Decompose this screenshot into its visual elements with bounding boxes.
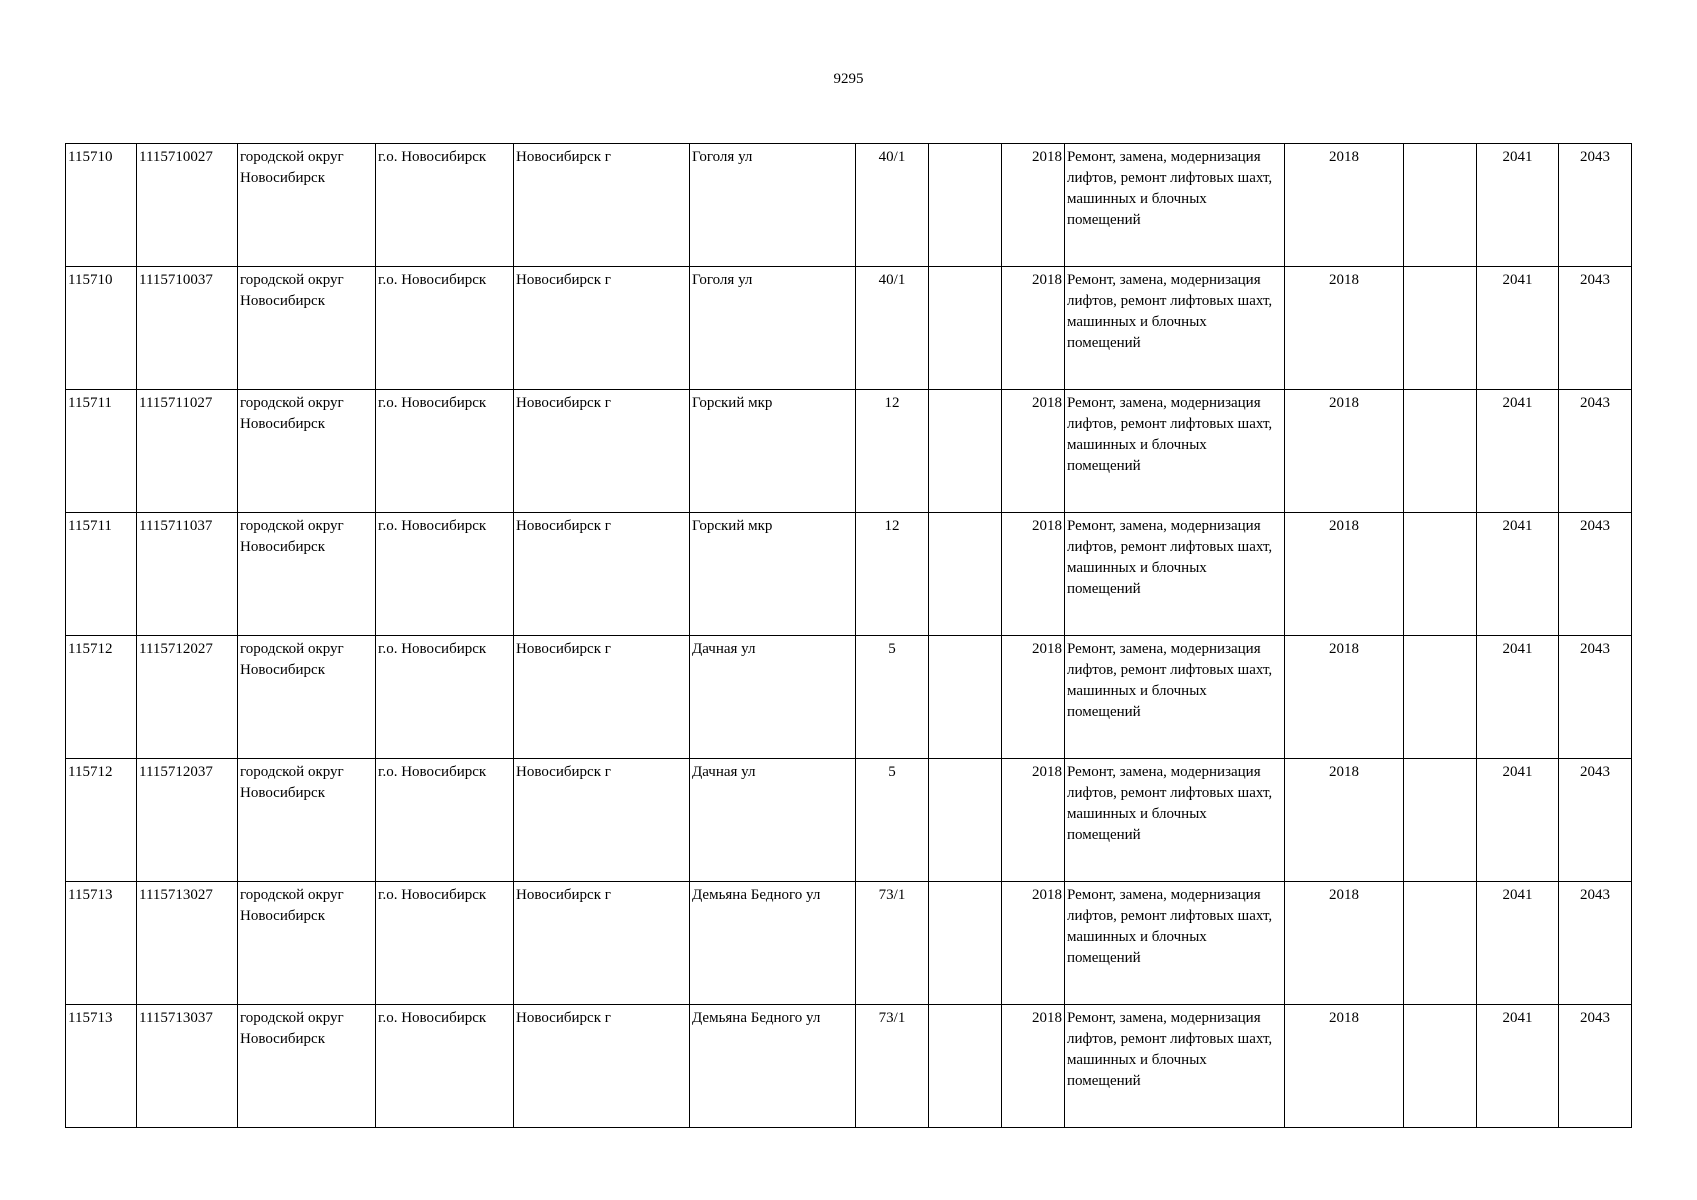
cell-street: Горский мкр bbox=[690, 513, 856, 636]
cell-record-id: 115712 bbox=[66, 636, 137, 759]
cell-empty-2 bbox=[1404, 1005, 1477, 1128]
cell-empty-2 bbox=[1404, 390, 1477, 513]
cell-empty-2 bbox=[1404, 759, 1477, 882]
cell-year-end: 2043 bbox=[1559, 513, 1632, 636]
cell-code: 1115713027 bbox=[137, 882, 238, 1005]
cell-year-end: 2043 bbox=[1559, 390, 1632, 513]
cell-empty-2 bbox=[1404, 636, 1477, 759]
cell-year: 2018 bbox=[1002, 882, 1065, 1005]
cell-locality: Новосибирск г bbox=[514, 513, 690, 636]
cell-district: г.о. Новосибирск bbox=[376, 390, 514, 513]
cell-year: 2018 bbox=[1002, 267, 1065, 390]
cell-district: г.о. Новосибирск bbox=[376, 882, 514, 1005]
cell-house: 40/1 bbox=[856, 144, 929, 267]
cell-year-2: 2018 bbox=[1285, 882, 1404, 1005]
cell-municipality: городской округ Новосибирск bbox=[238, 636, 376, 759]
cell-code: 1115712027 bbox=[137, 636, 238, 759]
cell-year-end: 2043 bbox=[1559, 759, 1632, 882]
cell-record-id: 115711 bbox=[66, 390, 137, 513]
cell-street: Дачная ул bbox=[690, 636, 856, 759]
cell-house: 12 bbox=[856, 390, 929, 513]
table-row bbox=[66, 882, 1632, 1005]
cell-record-id: 115712 bbox=[66, 759, 137, 882]
cell-empty-2 bbox=[1404, 882, 1477, 1005]
cell-work-type: Ремонт, замена, модернизация лифтов, ремонт лифтовых шахт, машинных и блочных помещений bbox=[1065, 513, 1285, 636]
table-row bbox=[66, 390, 1632, 513]
cell-work-type: Ремонт, замена, модернизация лифтов, ремонт лифтовых шахт, машинных и блочных помещений bbox=[1065, 267, 1285, 390]
cell-record-id: 115710 bbox=[66, 267, 137, 390]
table-row bbox=[66, 144, 1632, 267]
cell-year: 2018 bbox=[1002, 759, 1065, 882]
cell-code: 1115711027 bbox=[137, 390, 238, 513]
cell-empty bbox=[929, 390, 1002, 513]
cell-year-start: 2041 bbox=[1477, 882, 1559, 1005]
table-row bbox=[66, 267, 1632, 390]
cell-locality: Новосибирск г bbox=[514, 882, 690, 1005]
cell-year: 2018 bbox=[1002, 390, 1065, 513]
cell-district: г.о. Новосибирск bbox=[376, 144, 514, 267]
cell-year-start: 2041 bbox=[1477, 513, 1559, 636]
cell-code: 1115712037 bbox=[137, 759, 238, 882]
cell-empty-2 bbox=[1404, 267, 1477, 390]
cell-district: г.о. Новосибирск bbox=[376, 1005, 514, 1128]
cell-house: 5 bbox=[856, 636, 929, 759]
table-row bbox=[66, 759, 1632, 882]
cell-house: 12 bbox=[856, 513, 929, 636]
cell-municipality: городской округ Новосибирск bbox=[238, 513, 376, 636]
cell-year-start: 2041 bbox=[1477, 267, 1559, 390]
table-row bbox=[66, 636, 1632, 759]
cell-house: 73/1 bbox=[856, 882, 929, 1005]
cell-house: 73/1 bbox=[856, 1005, 929, 1128]
cell-work-type: Ремонт, замена, модернизация лифтов, ремонт лифтовых шахт, машинных и блочных помещений bbox=[1065, 1005, 1285, 1128]
cell-record-id: 115713 bbox=[66, 1005, 137, 1128]
cell-municipality: городской округ Новосибирск bbox=[238, 267, 376, 390]
cell-municipality: городской округ Новосибирск bbox=[238, 882, 376, 1005]
cell-work-type: Ремонт, замена, модернизация лифтов, ремонт лифтовых шахт, машинных и блочных помещений bbox=[1065, 759, 1285, 882]
cell-year: 2018 bbox=[1002, 513, 1065, 636]
cell-year-2: 2018 bbox=[1285, 1005, 1404, 1128]
cell-year-2: 2018 bbox=[1285, 513, 1404, 636]
cell-year-2: 2018 bbox=[1285, 267, 1404, 390]
cell-year-start: 2041 bbox=[1477, 1005, 1559, 1128]
registry-table bbox=[65, 143, 1632, 1128]
cell-record-id: 115711 bbox=[66, 513, 137, 636]
page-number: 9295 bbox=[833, 71, 864, 87]
cell-empty bbox=[929, 1005, 1002, 1128]
cell-empty-2 bbox=[1404, 144, 1477, 267]
cell-district: г.о. Новосибирск bbox=[376, 636, 514, 759]
cell-municipality: городской округ Новосибирск bbox=[238, 144, 376, 267]
cell-year-end: 2043 bbox=[1559, 267, 1632, 390]
cell-house: 40/1 bbox=[856, 267, 929, 390]
cell-street: Дачная ул bbox=[690, 759, 856, 882]
cell-year: 2018 bbox=[1002, 636, 1065, 759]
cell-year-2: 2018 bbox=[1285, 759, 1404, 882]
cell-house: 5 bbox=[856, 759, 929, 882]
cell-street: Демьяна Бедного ул bbox=[690, 1005, 856, 1128]
cell-work-type: Ремонт, замена, модернизация лифтов, ремонт лифтовых шахт, машинных и блочных помещений bbox=[1065, 636, 1285, 759]
cell-locality: Новосибирск г bbox=[514, 759, 690, 882]
cell-work-type: Ремонт, замена, модернизация лифтов, ремонт лифтовых шахт, машинных и блочных помещений bbox=[1065, 390, 1285, 513]
cell-municipality: городской округ Новосибирск bbox=[238, 759, 376, 882]
cell-year-end: 2043 bbox=[1559, 882, 1632, 1005]
cell-empty-2 bbox=[1404, 513, 1477, 636]
cell-district: г.о. Новосибирск bbox=[376, 759, 514, 882]
cell-municipality: городской округ Новосибирск bbox=[238, 390, 376, 513]
cell-year: 2018 bbox=[1002, 144, 1065, 267]
cell-street: Гоголя ул bbox=[690, 267, 856, 390]
cell-empty bbox=[929, 882, 1002, 1005]
cell-year: 2018 bbox=[1002, 1005, 1065, 1128]
cell-street: Демьяна Бедного ул bbox=[690, 882, 856, 1005]
cell-locality: Новосибирск г bbox=[514, 1005, 690, 1128]
cell-street: Горский мкр bbox=[690, 390, 856, 513]
cell-district: г.о. Новосибирск bbox=[376, 513, 514, 636]
cell-empty bbox=[929, 636, 1002, 759]
cell-year-end: 2043 bbox=[1559, 636, 1632, 759]
cell-code: 1115713037 bbox=[137, 1005, 238, 1128]
cell-empty bbox=[929, 144, 1002, 267]
cell-year-2: 2018 bbox=[1285, 636, 1404, 759]
cell-street: Гоголя ул bbox=[690, 144, 856, 267]
table-row bbox=[66, 513, 1632, 636]
cell-district: г.о. Новосибирск bbox=[376, 267, 514, 390]
cell-empty bbox=[929, 513, 1002, 636]
cell-year-start: 2041 bbox=[1477, 390, 1559, 513]
cell-municipality: городской округ Новосибирск bbox=[238, 1005, 376, 1128]
cell-empty bbox=[929, 267, 1002, 390]
table-row bbox=[66, 1005, 1632, 1128]
cell-year-start: 2041 bbox=[1477, 759, 1559, 882]
cell-empty bbox=[929, 759, 1002, 882]
cell-work-type: Ремонт, замена, модернизация лифтов, ремонт лифтовых шахт, машинных и блочных помещений bbox=[1065, 882, 1285, 1005]
cell-locality: Новосибирск г bbox=[514, 390, 690, 513]
cell-year-end: 2043 bbox=[1559, 144, 1632, 267]
cell-year-2: 2018 bbox=[1285, 390, 1404, 513]
cell-year-start: 2041 bbox=[1477, 144, 1559, 267]
cell-year-2: 2018 bbox=[1285, 144, 1404, 267]
cell-year-start: 2041 bbox=[1477, 636, 1559, 759]
cell-year-end: 2043 bbox=[1559, 1005, 1632, 1128]
cell-code: 1115710027 bbox=[137, 144, 238, 267]
cell-code: 1115710037 bbox=[137, 267, 238, 390]
cell-locality: Новосибирск г bbox=[514, 636, 690, 759]
cell-code: 1115711037 bbox=[137, 513, 238, 636]
cell-work-type: Ремонт, замена, модернизация лифтов, ремонт лифтовых шахт, машинных и блочных помещений bbox=[1065, 144, 1285, 267]
cell-locality: Новосибирск г bbox=[514, 267, 690, 390]
cell-locality: Новосибирск г bbox=[514, 144, 690, 267]
cell-record-id: 115713 bbox=[66, 882, 137, 1005]
cell-record-id: 115710 bbox=[66, 144, 137, 267]
